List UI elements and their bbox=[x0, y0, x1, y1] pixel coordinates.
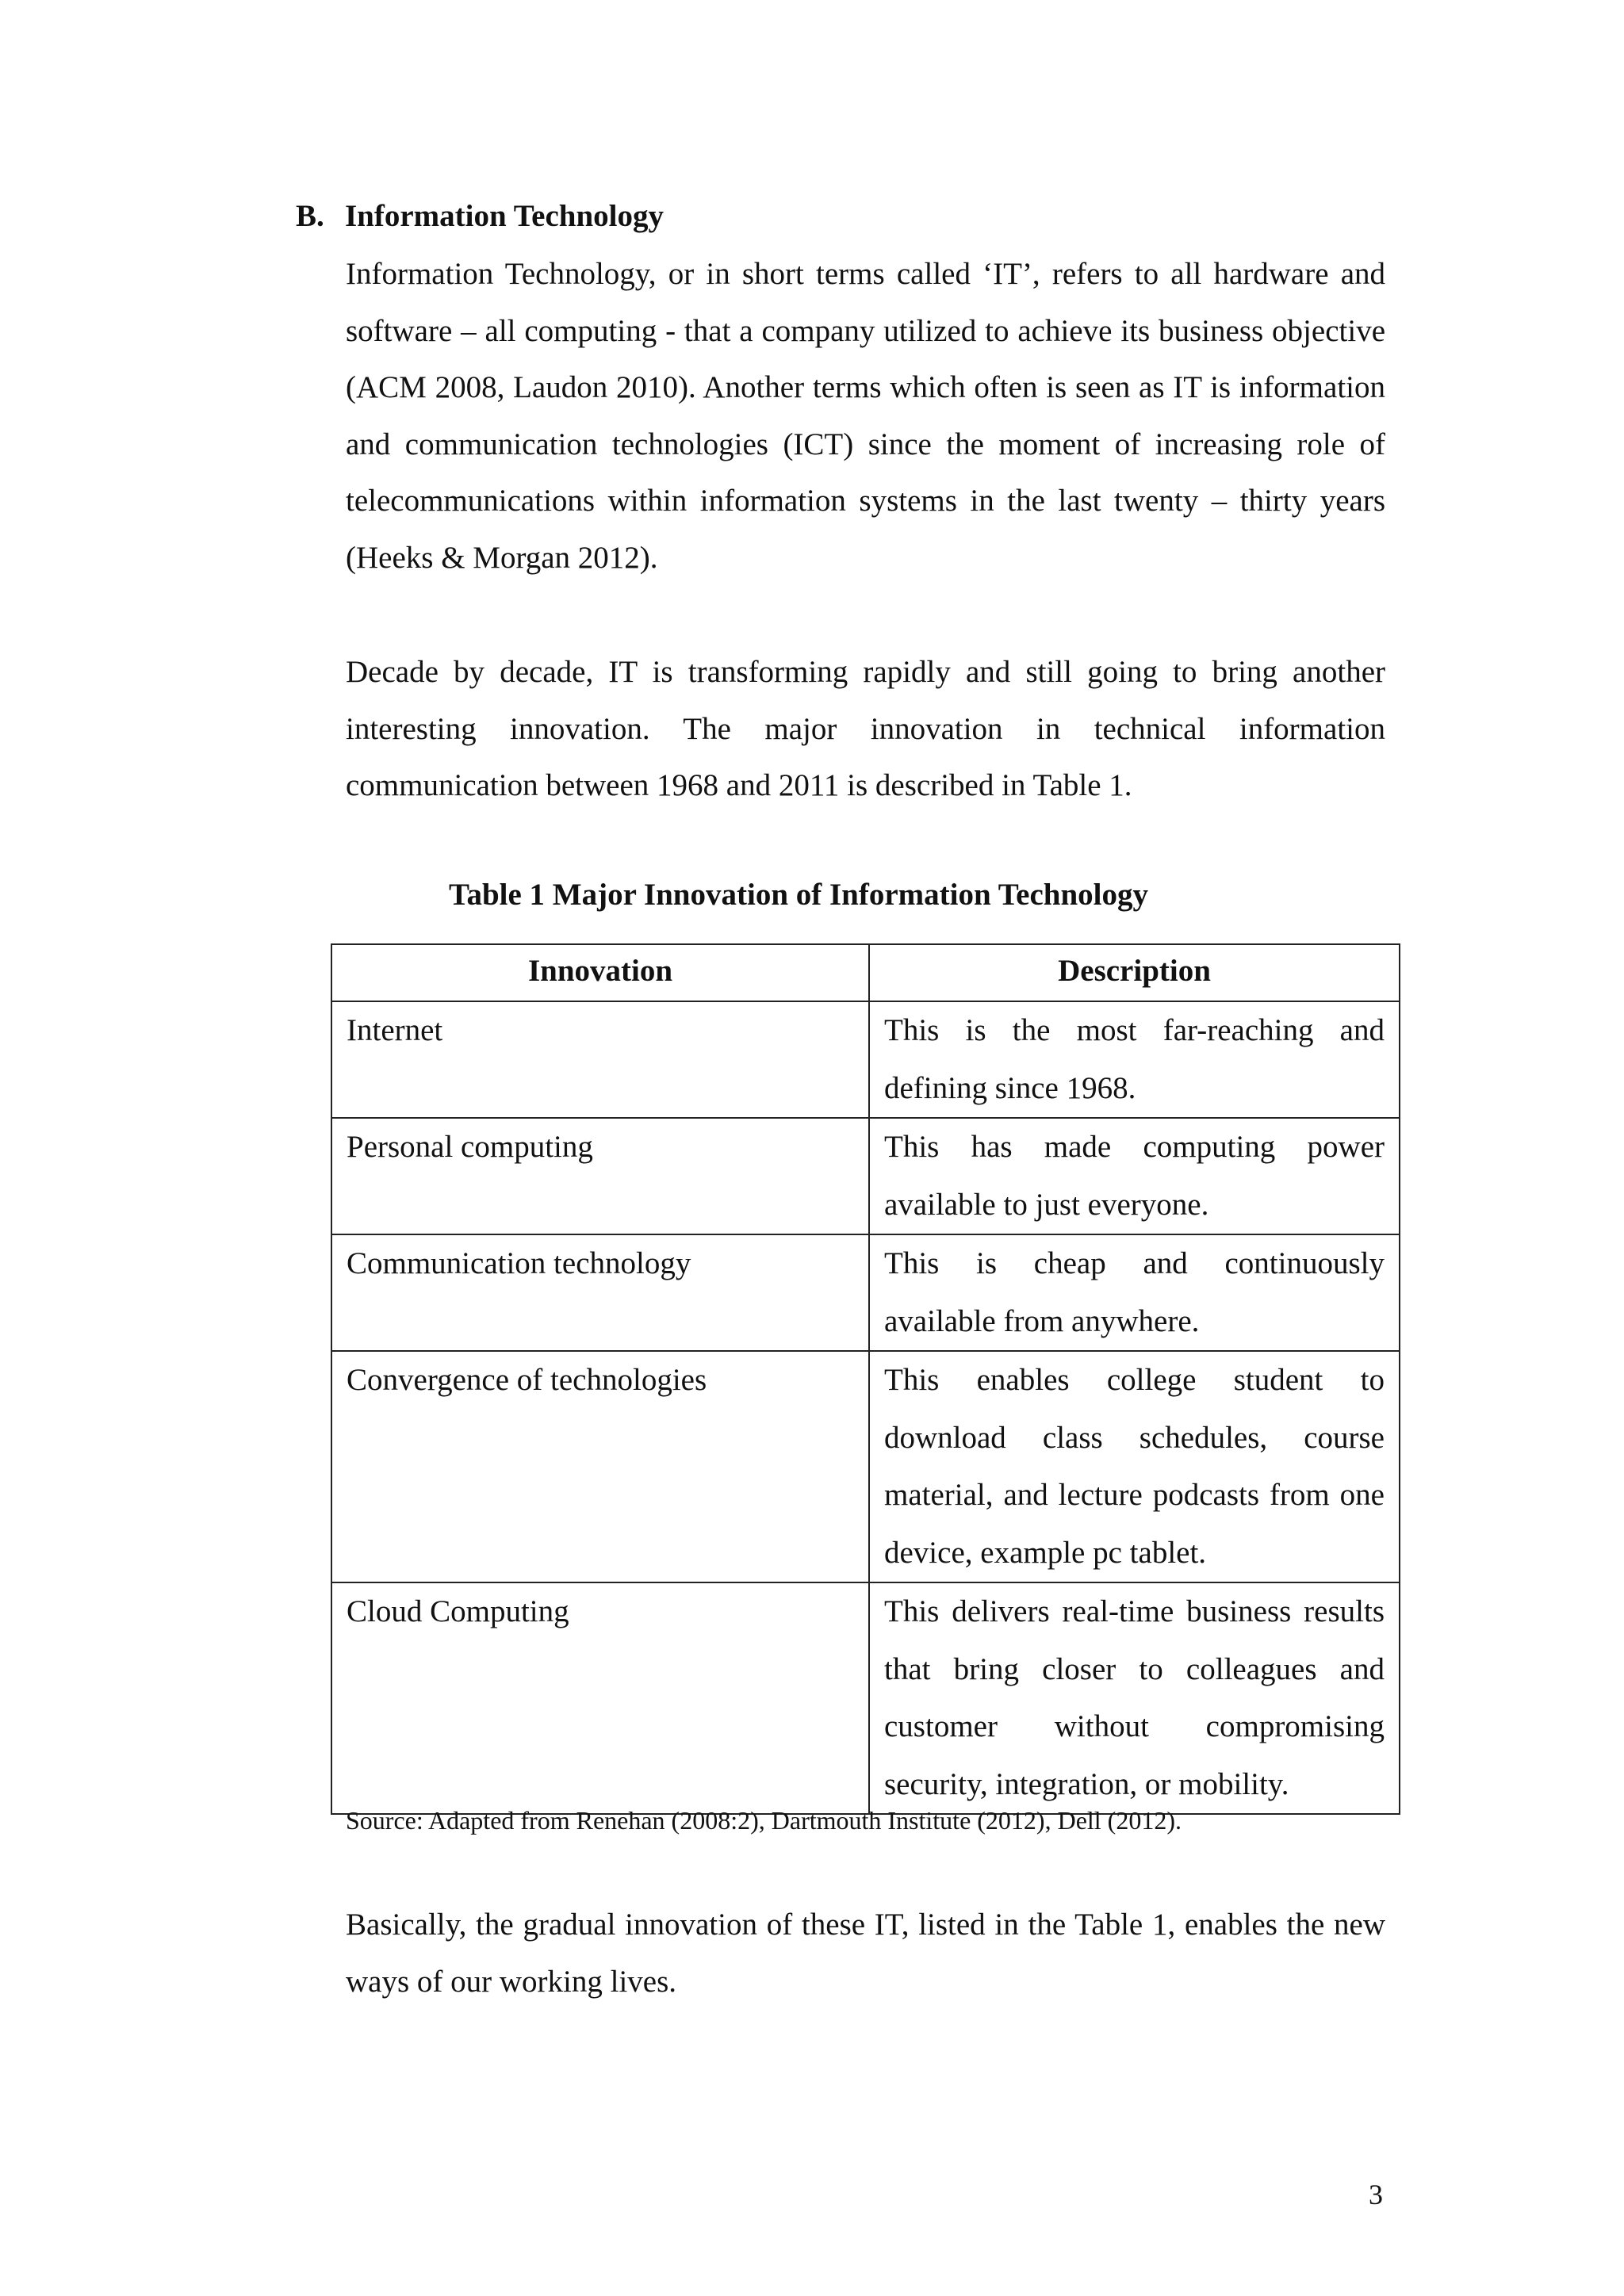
section-title: Information Technology bbox=[345, 199, 664, 233]
innovation-cell: Communication technology bbox=[331, 1234, 869, 1351]
table-title: Table 1 Major Innovation of Information Technology bbox=[449, 878, 1148, 912]
table-row bbox=[331, 1001, 1400, 1118]
section-letter: B. bbox=[296, 199, 324, 233]
description-cell: This is cheap and continuously available from anywhere. bbox=[869, 1234, 1400, 1351]
description-cell: This enables college student to download class schedules, course material, and lecture podcasts from one device, example pc tablet. bbox=[869, 1351, 1400, 1582]
table-row bbox=[331, 1234, 1400, 1351]
header-innovation: Innovation bbox=[331, 944, 869, 1001]
table-row bbox=[331, 1351, 1400, 1582]
table-source: Source: Adapted from Renehan (2008:2), Dartmouth Institute (2012), Dell (2012). bbox=[346, 1806, 1182, 1835]
table-row bbox=[331, 1582, 1400, 1814]
innovation-cell: Convergence of technologies bbox=[331, 1351, 869, 1582]
header-description: Description bbox=[869, 944, 1400, 1001]
description-cell: This delivers real-time business results that bring closer to colleagues and customer without compromising security, integration, or mobility. bbox=[869, 1582, 1400, 1814]
innovation-cell: Cloud Computing bbox=[331, 1582, 869, 1814]
table-row bbox=[331, 1118, 1400, 1234]
description-cell: This has made computing power available to just everyone. bbox=[869, 1118, 1400, 1234]
innovation-cell: Personal computing bbox=[331, 1118, 869, 1234]
decade-paragraph: Decade by decade, IT is transforming rapidly and still going to bring another interesting innovation. The major innovation in technical information communication between 1968 and 2011 is described in Table 1. bbox=[346, 655, 1385, 803]
closing-paragraph: Basically, the gradual innovation of these IT, listed in the Table 1, enables the new ways of our working lives. bbox=[346, 1908, 1385, 1999]
innovation-table bbox=[331, 943, 1400, 1815]
table-header-row bbox=[331, 944, 1400, 1001]
intro-paragraph: Information Technology, or in short terms called ‘IT’, refers to all hardware and software – all computing - that a company utilized to achieve its business objective (ACM 2008, Laudon 2010). Another terms which often is seen as IT is information and communication technologies (ICT) since the moment of increasing role of telecommunications within information systems in the last twenty – thirty years (Heeks & Morgan 2012). bbox=[346, 257, 1385, 575]
page-number: 3 bbox=[1369, 2179, 1383, 2210]
section-heading bbox=[296, 195, 664, 238]
description-cell: This is the most far-reaching and defining since 1968. bbox=[869, 1001, 1400, 1118]
innovation-cell: Internet bbox=[331, 1001, 869, 1118]
